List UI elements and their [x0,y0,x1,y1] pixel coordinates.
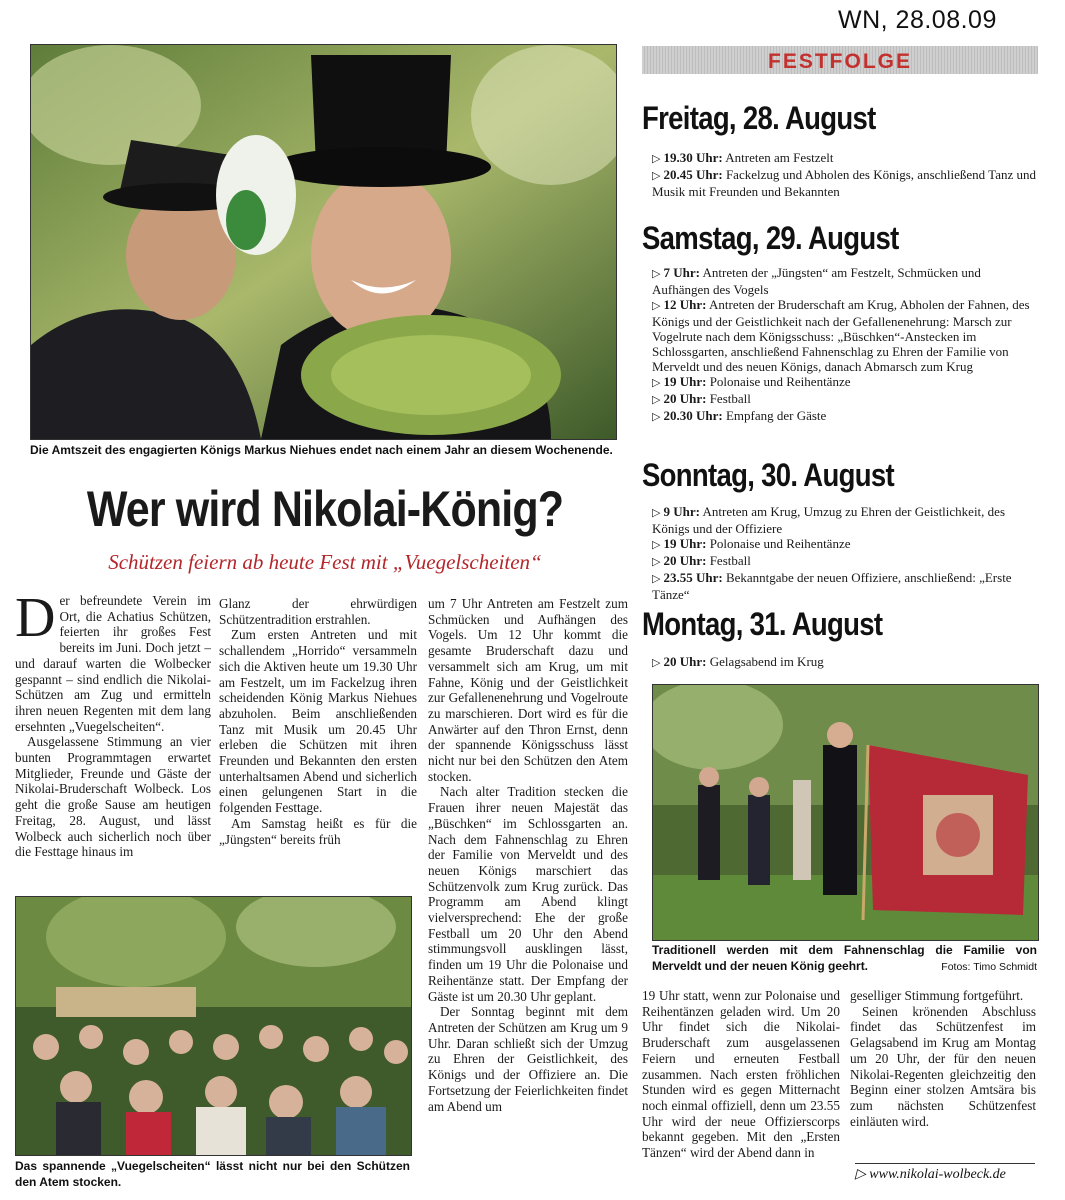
schedule-item: ▷ 19.30 Uhr: Antreten am Festzelt [652,150,834,165]
photo-koenig-caption: Die Amtszeit des engagierten Königs Markus Niehues endet nach einem Jahr an diesem Wochenende. [30,443,613,457]
triangle-bullet-icon: ▷ [652,394,661,406]
triangle-bullet-icon: ▷ [652,539,661,551]
subhead: Schützen feiern ab heute Fest mit „Vuegelscheiten“ [108,550,542,574]
photo-fahnenschlag-caption [652,942,1037,975]
schedule-freitag [652,150,1037,199]
article-col2-p1: Glanz der ehrwürdigen Schützentradition erstrahlen. [219,596,417,627]
triangle-bullet-icon: ▷ [652,411,661,423]
photo-crowd-image [16,897,411,1155]
triangle-bullet-icon: ▷ [652,556,661,568]
schedule-item: ▷ 23.55 Uhr: Bekanntgabe der neuen Offiziere, anschließend: „Erste Tänze“ [652,570,1012,602]
article-column-1 [15,587,211,860]
drop-cap: D [15,587,56,649]
article-column-4 [642,988,840,1161]
photo-credit: Fotos: Timo Schmidt [941,961,1037,973]
article-col5-p2: Seinen krönenden Abschluss findet das Schützenfest im Gelagsabend im Krug am Montag um 20 Uhr, der für den neuen Nikolai-Regenten gleichzeitig den Beginn einer stolzen Amtsära bis zum nächsten Schützenfest einläuten wird. [850,1003,1036,1129]
article-col1-p2: Ausgelassene Stimmung an vier bunten Programmtagen erwartet Mitglieder, Freunde und Gäste der Nikolai-Bruderschaft Wolbeck. Los geht die große Sause am heutigen Freitag, 28. August, und lässt Wolbeck auch sicherlich noch über die Festtage hinaus im [15,734,211,860]
triangle-bullet-icon: ▷ [652,153,661,165]
schedule-item: ▷ 7 Uhr: Antreten der „Jüngsten“ am Festzelt, Schmücken und Aufhängen des Vogels [652,265,981,297]
schedule-item: ▷ 19 Uhr: Polonaise und Reihentänze [652,374,851,389]
triangle-bullet-icon: ▷ [652,170,661,182]
photo-crowd-caption: Das spannende „Vuegelscheiten“ lässt nicht nur bei den Schützen den Atem stocken. [15,1159,410,1189]
article-col2-p2: Zum ersten Antreten und mit schallendem „Horrido“ versammeln sich die Aktiven heute um 19.30 Uhr am Festzelt, um im Fackelzug ihren scheidenden König Markus Niehues abzuholen. Beim anschließenden Tanz mit Musik um 20.45 Uhr erleben die Schützen mit ihren Freunden und Bekannten den ersten unterhaltsamen Abend und sicherlich einen gelungenen Start in die folgenden Festtage. [219,627,417,816]
article-col2-p3: Am Samstag heißt es für die „Jüngsten“ bereits früh [219,815,417,847]
photo-koenig-image [31,45,616,439]
schedule-item: ▷ 19 Uhr: Polonaise und Reihentänze [652,536,851,551]
article-column-5 [850,988,1036,1129]
triangle-bullet-icon: ▷ [652,573,661,585]
headline: Wer wird Nikolai-König? [86,481,564,537]
triangle-bullet-icon: ▷ [652,657,661,669]
photo-fahnenschlag-image [653,685,1038,940]
article-column-3 [428,596,628,1114]
schedule-item: ▷ 12 Uhr: Antreten der Bruderschaft am Krug, Abholen der Fahnen, des Königs und der Geistlichkeit nach der Gefallenenehrung: Marsch zur Vogelrute nach dem Königsschuss: „Büschken“-Anstecken im Schlossgarten, anschließend Fahnenschlag zu Ehren der Familie von Merveldt und des neuen Königs, danach Abmarsch zum Krug [652,297,1030,374]
date-stamp: WN, 28.08.09 [838,6,997,34]
schedule-item: ▷ 9 Uhr: Antreten am Krug, Umzug zu Ehren der Geistlichkeit, des Königs und der Offiziere [652,504,1006,536]
schedule-item: ▷ 20 Uhr: Gelagsabend im Krug [652,654,824,669]
article-col5-p1: geselliger Stimmung fortgeführt. [850,988,1024,1003]
triangle-bullet-icon: ▷ [652,507,661,519]
schedule-item: ▷ 20 Uhr: Festball [652,553,751,568]
article-col1-p1: er befreundete Verein im Ort, die Achatius Schützen, feierten ihr großes Fest bereits im Juni. Doch jetzt – und darauf warten die Wolbecker gespannt – sind endlich die Nikolai-Schützen am Zug und ermitteln ihren neuen Regenten mit dem lang ersehnten „Vuegelscheiten“. [15,593,211,734]
triangle-bullet-icon: ▷ [652,300,661,312]
day-title-montag: Montag, 31. August [642,606,883,642]
article-col4-p1: 19 Uhr statt, wenn zur Polonaise und Reihentänzen geladen wird. Um 20 Uhr findet sich die Nikolai-Bruderschaft zum ausgelassenen Feiern und erneuten Festball zusammen. Nach ersten fröhlichen Stunden wird es gegen Mitternacht noch einmal offiziell, denn um 23.55 Uhr wird der neue Offizierscorps bekannt gegeben. Mit den „Ersten Tänzen“ wird der Abend dann in [642,988,840,1161]
triangle-bullet-icon: ▷ [652,377,661,389]
article-column-2 [219,596,417,847]
festfolge-label: FESTFOLGE [768,50,912,73]
photo-crowd [15,896,412,1156]
day-title-freitag: Freitag, 28. August [642,100,876,136]
schedule-sonntag [652,504,1037,602]
article-col3-p3: Der Sonntag beginnt mit dem Antreten der Schützen am Krug um 9 Uhr. Daran schließt sich der Umzug zu Ehren der Geistlichkeit, des Königs und der Offiziere an. Die Fortsetzung der Feierlichkeiten findet am Abend um [428,1004,628,1114]
schedule-samstag [652,265,1037,425]
url-divider [855,1163,1035,1164]
schedule-montag [652,654,1037,671]
schedule-item: ▷ 20.45 Uhr: Fackelzug und Abholen des Königs, anschließend Tanz und Musik mit Freunden und Bekannten [652,167,1037,199]
day-title-sonntag: Sonntag, 30. August [642,457,894,493]
day-title-samstag: Samstag, 29. August [642,220,899,256]
article-col3-p2: Nach alter Tradition stecken die Frauen ihrer neuen Majestät das „Büschken“ im Schlossgarten an. Nach dem Fahnenschlag zu Ehren der Familie von Merveldt und des neuen Königs marschiert das Schützenvolk zum Krug zurück. Das Programm am Abend klingt vielversprechend: Ehe der große Festball um 20 Uhr den Abend stimmungsvoll ausklingen lässt, finden um 19 Uhr die Polonaise und Reihentänze statt. Der Empfang der Gäste ist um 20.30 Uhr geplant. [428,784,628,1004]
schedule-item: ▷ 20 Uhr: Festball [652,391,751,406]
article-col3-p1: um 7 Uhr Antreten am Festzelt zum Schmücken und Aufhängen des Vogels. Um 12 Uhr kommt die gesamte Bruderschaft dazu und versammelt sich am Krug, um mit Fahne, König und der Geistlichkeit zur Gefallenenehrung und Vogelroute zu marschieren. Dort wird es für die Anwärter auf den Thron Ernst, denn der spannende Königsschuss lässt nicht nur bei den Schützen den Atem stocken. [428,596,628,784]
photo-koenig [30,44,617,440]
triangle-bullet-icon: ▷ [652,268,661,280]
photo-fahnenschlag-caption-text: Traditionell werden mit dem Fahnenschlag die Familie von Merveldt und der neuen König geehrt. [652,943,1037,973]
photo-fahnenschlag [652,684,1039,941]
website-link[interactable]: ▷ www.nikolai-wolbeck.de [855,1167,1006,1182]
schedule-item: ▷ 20.30 Uhr: Empfang der Gäste [652,408,827,423]
